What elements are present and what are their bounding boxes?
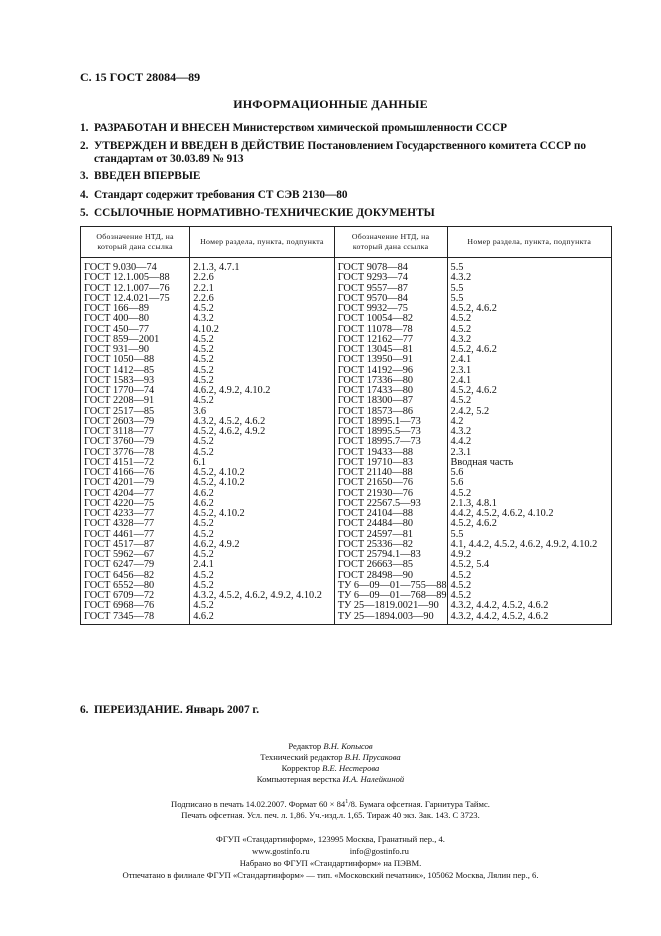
credit-name: В.Е. Нестерова [322,763,380,773]
item-number: 1. [80,122,89,134]
ntd-designation: ТУ 6—09—01—755—88 [334,581,447,591]
item-number: 2. [80,140,89,152]
section-numbers: 4.5.2, 4.6.2, 4.9.2 [190,427,335,437]
section-numbers: 4.5.2 [447,314,611,324]
section-numbers: 2.4.1 [447,376,611,386]
section-numbers: 5.5 [447,294,611,304]
section-numbers: 4.5.2 [190,437,335,447]
ntd-designation: ГОСТ 18300—87 [334,396,447,406]
section-numbers: 2.4.1 [190,560,335,570]
format-fraction-num: 1 [345,799,349,805]
format-fraction-den: /8 [348,798,355,809]
section-numbers: 4.5.2, 4.10.2 [190,478,335,488]
ntd-designation: ГОСТ 450—77 [81,325,190,335]
ntd-designation: ГОСТ 9557—87 [334,284,447,294]
ntd-designation: ГОСТ 4201—79 [81,478,190,488]
ntd-designation: ГОСТ 25336—82 [334,540,447,550]
item-text: УТВЕРЖДЕН И ВВЕДЕН В ДЕЙСТВИЕ Постановлением Государственного комитета СССР по стандартам от 30.03.89 № 913 [94,140,586,165]
item-number: 6. [80,704,89,716]
section-numbers: 4.5.2, 4.10.2 [190,468,335,478]
item-text: ПЕРЕИЗДАНИЕ. Январь 2007 г. [94,704,260,716]
credit-line [0,741,661,752]
section-numbers: 4.10.2 [190,325,335,335]
section-numbers: 2.3.1 [447,366,611,376]
imprint-text: . Бумага офсетная. Гарнитура Таймс. [354,798,490,809]
ntd-designation: ГОСТ 1770—74 [81,386,190,396]
ntd-designation: ГОСТ 400—80 [81,314,190,324]
ntd-designation: ГОСТ 1412—85 [81,366,190,376]
ntd-designation: ГОСТ 22567.5—93 [334,499,447,509]
section-numbers: 5.5 [447,530,611,540]
section-numbers: 2.2.6 [190,294,335,304]
section-numbers: 4.3.2 [447,273,611,283]
imprint-line-6: Отпечатано в филиале ФГУП «Стандартинформ» — тип. «Московский печатник», 105062 Москва, Лялин пер., 6. [122,870,539,880]
section-numbers: 3.6 [190,407,335,417]
section-numbers: 4.5.2 [447,591,611,601]
section-numbers: 4.5.2 [190,581,335,591]
ntd-designation: ГОСТ 9293—74 [334,273,447,283]
ntd-designation: ГОСТ 6456—82 [81,571,190,581]
column-header: Обозначение НТД, на который дана ссылка [334,227,447,258]
table-row [81,437,612,447]
imprint-line-4 [0,846,661,857]
section-numbers: 2.2.6 [190,273,335,283]
ntd-designation: ГОСТ 24597—81 [334,530,447,540]
ntd-designation: ГОСТ 18995.5—73 [334,427,447,437]
ntd-designation: ГОСТ 19710—83 [334,458,447,468]
ntd-designation: ГОСТ 10054—82 [334,314,447,324]
credit-line [0,752,661,763]
item-number: 3. [80,170,89,182]
section-numbers: 4.5.2 [447,571,611,581]
table-row [81,258,612,274]
section-numbers: 4.3.2, 4.5.2, 4.6.2 [190,417,335,427]
section-numbers: 4.5.2 [190,530,335,540]
section-numbers: 2.4.1 [447,355,611,365]
section-numbers: 5.6 [447,468,611,478]
section-numbers: 4.5.2, 5.4 [447,560,611,570]
section-numbers: 4.5.2, 4.6.2 [447,304,611,314]
ntd-designation: ГОСТ 12.1.007—76 [81,284,190,294]
section-numbers: 4.3.2, 4.5.2, 4.6.2, 4.9.2, 4.10.2 [190,591,335,601]
ntd-designation: ГОСТ 6247—79 [81,560,190,570]
table-row [81,519,612,529]
website-link[interactable]: www.gostinfo.ru [252,846,310,856]
ntd-designation: ГОСТ 1050—88 [81,355,190,365]
ntd-designation: ГОСТ 1583—93 [81,376,190,386]
section-numbers: 4.2 [447,417,611,427]
section-numbers: 4.5.2 [190,355,335,365]
ntd-designation: ТУ 25—1819.0021—90 [334,601,447,611]
ntd-designation: ГОСТ 6709—72 [81,591,190,601]
ntd-designation: ГОСТ 4204—77 [81,489,190,499]
ntd-designation: ГОСТ 18995.7—73 [334,437,447,447]
section-numbers: 4.1, 4.4.2, 4.5.2, 4.6.2, 4.9.2, 4.10.2 [447,540,611,550]
credit-name: В.Н. Прусакова [344,752,401,762]
ntd-designation: ГОСТ 11078—78 [334,325,447,335]
ntd-designation: ГОСТ 3760—79 [81,437,190,447]
section-numbers: 4.5.2 [190,519,335,529]
page-header: С. 15 ГОСТ 28084—89 [80,70,201,84]
item-number: 5. [80,207,89,219]
section-numbers: 4.5.2 [447,489,611,499]
section-numbers: 4.6.2 [190,499,335,509]
ntd-designation: ГОСТ 21140—88 [334,468,447,478]
section-numbers: 4.5.2 [190,396,335,406]
credit-role: Технический редактор [260,752,343,762]
ntd-designation: ГОСТ 18573—86 [334,407,447,417]
item-text: ССЫЛОЧНЫЕ НОРМАТИВНО-ТЕХНИЧЕСКИЕ ДОКУМЕНТЫ [94,207,435,219]
ntd-designation: ТУ 25—1894.003—90 [334,612,447,625]
ntd-designation: ГОСТ 18995.1—73 [334,417,447,427]
section-numbers: 4.4.2, 4.5.2, 4.6.2, 4.10.2 [447,509,611,519]
table-row [81,601,612,611]
ntd-designation: ГОСТ 5962—67 [81,550,190,560]
ntd-designation: ГОСТ 26663—85 [334,560,447,570]
ntd-designation: ГОСТ 9078—84 [334,258,447,274]
ntd-designation: ГОСТ 21930—76 [334,489,447,499]
credit-name: И.А. Налейкиной [342,774,405,784]
section-numbers: 2.3.1 [447,448,611,458]
table-row [81,478,612,488]
section-numbers: 4.3.2 [447,427,611,437]
section-numbers: 4.5.2 [447,581,611,591]
ntd-designation: ГОСТ 4151—72 [81,458,190,468]
ntd-designation: ТУ 6—09—01—768—89 [334,591,447,601]
section-title: ИНФОРМАЦИОННЫЕ ДАННЫЕ [233,97,428,111]
credit-role: Корректор [281,763,320,773]
table-row [81,396,612,406]
table-header-row [81,227,612,258]
table-row [81,355,612,365]
ntd-designation: ГОСТ 9570—84 [334,294,447,304]
credit-line [0,774,661,785]
ntd-designation: ГОСТ 9932—75 [334,304,447,314]
item-text: Стандарт содержит требования СТ СЭВ 2130—80 [94,189,348,201]
table-row [81,314,612,324]
section-numbers: 4.5.2 [447,325,611,335]
section-numbers: 5.6 [447,478,611,488]
column-header: Обозначение НТД, на который дана ссылка [81,227,190,258]
section-numbers: 4.6.2 [190,612,335,625]
section-numbers: 5.5 [447,258,611,274]
ntd-designation: ГОСТ 9.030—74 [81,258,190,274]
credit-line [0,763,661,774]
ntd-designation: ГОСТ 2208—91 [81,396,190,406]
ntd-designation: ГОСТ 2517—85 [81,407,190,417]
section-numbers: 4.5.2 [190,335,335,345]
ntd-designation: ГОСТ 19433—88 [334,448,447,458]
section-numbers: 4.5.2 [190,376,335,386]
imprint-line-5: Набрано во ФГУП «Стандартинформ» на ПЭВМ. [239,858,422,868]
table-row [81,612,612,625]
ntd-designation: ГОСТ 28498—90 [334,571,447,581]
section-numbers: 4.5.2 [447,396,611,406]
credit-name: В.Н. Копысов [323,741,373,751]
ntd-designation: ГОСТ 25794.1—83 [334,550,447,560]
section-numbers: 2.4.2, 5.2 [447,407,611,417]
item-text: ВВЕДЕН ВПЕРВЫЕ [94,170,201,182]
imprint-line-2: Печать офсетная. Усл. печ. л. 1,86. Уч.-изд.л. 1,65. Тираж 40 экз. Зак. 143. С 3723. [181,810,480,820]
credits-block [0,741,661,785]
ntd-designation: ГОСТ 21650—76 [334,478,447,488]
section-numbers: 4.5.2, 4.6.2 [447,519,611,529]
ntd-designation: ГОСТ 3118—77 [81,427,190,437]
ntd-designation: ГОСТ 166—89 [81,304,190,314]
ntd-designation: ГОСТ 13045—81 [334,345,447,355]
ntd-designation: ГОСТ 4328—77 [81,519,190,529]
section-numbers: 4.5.2, 4.6.2 [447,345,611,355]
section-numbers: 4.5.2 [190,366,335,376]
table-row [81,560,612,570]
ntd-designation: ГОСТ 24104—88 [334,509,447,519]
ntd-designation: ГОСТ 4166—76 [81,468,190,478]
section-numbers: Вводная часть [447,458,611,468]
table-body [81,258,612,625]
imprint-text: Подписано в печать 14.02.2007. Формат 60 × 84 [171,798,346,809]
section-numbers: 6.1 [190,458,335,468]
imprint-line-3: ФГУП «Стандартинформ», 123995 Москва, Гранатный пер., 4. [216,834,445,844]
ntd-designation: ГОСТ 2603—79 [81,417,190,427]
imprint-line-1 [0,797,661,810]
section-numbers: 4.6.2, 4.9.2 [190,540,335,550]
section-numbers: 4.5.2, 4.6.2 [447,386,611,396]
ntd-designation: ГОСТ 6552—80 [81,581,190,591]
section-numbers: 4.5.2 [190,601,335,611]
section-numbers: 2.1.3, 4.7.1 [190,258,335,274]
section-numbers: 4.5.2 [190,448,335,458]
ntd-designation: ГОСТ 14192—96 [334,366,447,376]
ntd-designation: ГОСТ 12.1.005—88 [81,273,190,283]
item-text: РАЗРАБОТАН И ВНЕСЕН Министерством химической промышленности СССР [94,122,507,134]
section-numbers: 4.5.2, 4.10.2 [190,509,335,519]
ntd-designation: ГОСТ 6968—76 [81,601,190,611]
ntd-designation: ГОСТ 17336—80 [334,376,447,386]
section-numbers: 4.5.2 [190,571,335,581]
section-numbers: 2.2.1 [190,284,335,294]
section-numbers: 4.6.2 [190,489,335,499]
ntd-designation: ГОСТ 4233—77 [81,509,190,519]
table-row [81,273,612,283]
item-number: 4. [80,189,89,201]
section-numbers: 4.5.2 [190,550,335,560]
ntd-designation: ГОСТ 4461—77 [81,530,190,540]
section-numbers: 4.3.2 [190,314,335,324]
section-numbers: 5.5 [447,284,611,294]
column-header: Номер раздела, пункта, подпункта [447,227,611,258]
ntd-designation: ГОСТ 24484—80 [334,519,447,529]
ntd-designation: ГОСТ 4220—75 [81,499,190,509]
ntd-designation: ГОСТ 4517—87 [81,540,190,550]
section-numbers: 4.3.2 [447,335,611,345]
section-numbers: 4.5.2 [190,304,335,314]
section-numbers: 4.3.2, 4.4.2, 4.5.2, 4.6.2 [447,601,611,611]
section-numbers: 4.5.2 [190,345,335,355]
ntd-designation: ГОСТ 12162—77 [334,335,447,345]
section-numbers: 2.1.3, 4.8.1 [447,499,611,509]
section-numbers: 4.9.2 [447,550,611,560]
ntd-designation: ГОСТ 859—2001 [81,335,190,345]
reference-table [80,226,612,625]
section-numbers: 4.6.2, 4.9.2, 4.10.2 [190,386,335,396]
ntd-designation: ГОСТ 7345—78 [81,612,190,625]
section-numbers: 4.4.2 [447,437,611,447]
credit-role: Компьютерная верстка [256,774,341,784]
ntd-designation: ГОСТ 3776—78 [81,448,190,458]
credit-role: Редактор [288,741,322,751]
column-header: Номер раздела, пункта, подпункта [190,227,335,258]
ntd-designation: ГОСТ 12.4.021—75 [81,294,190,304]
section-numbers: 4.3.2, 4.4.2, 4.5.2, 4.6.2 [447,612,611,625]
ntd-designation: ГОСТ 13950—91 [334,355,447,365]
ntd-designation: ГОСТ 931—90 [81,345,190,355]
email-link[interactable]: info@gostinfo.ru [349,846,409,856]
ntd-designation: ГОСТ 17433—80 [334,386,447,396]
